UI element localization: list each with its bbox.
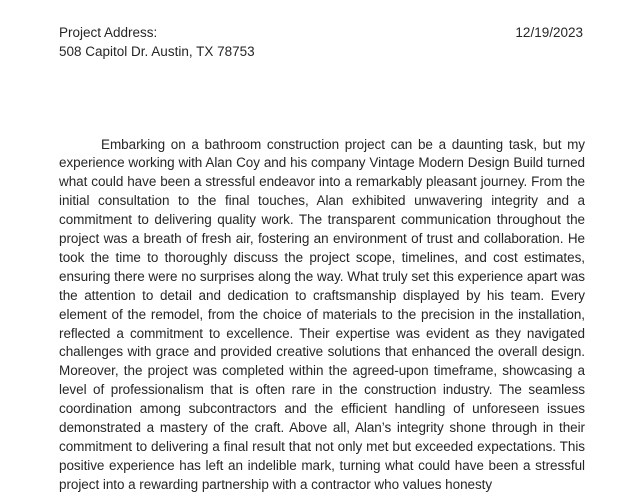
document-date: 12/19/2023 bbox=[515, 25, 583, 40]
address-label: Project Address: bbox=[59, 25, 158, 40]
testimonial-paragraph: Embarking on a bathroom construction project can be a daunting task, but my experience working with Alan Coy and his company Vintage Modern Design Build turned what could have been a stressful endeavor into a remarkably pleasant journey. From the initial consultation to the final touches, Alan exhibited unwavering integrity and a commitment to delivering quality work. The transparent communication throughout the project was a breath of fresh air, fostering an environment of trust and collaboration. He took the time to thoroughly discuss the project scope, timelines, and cost estimates, ensuring there were no surprises along the way. What truly set this experience apart was the attention to detail and dedication to craftsmanship displayed by his team. Every element of the remodel, from the choice of materials to the precision in the installation, reflected a commitment to excellence. Their expertise was evident as they navigated challenges with grace and provided creative solutions that enhanced the overall design. Moreover, the project was completed within the agreed-upon timeframe, showcasing a level of professionalism that is often rare in the construction industry. The seamless coordination among subcontractors and the efficient handling of unforeseen issues demonstrated a mastery of the craft. Above all, Alan’s integrity shone through in their commitment to delivering a final result that not only met but exceeded expectations. This positive experience has left an indelible mark, turning what could have been a stressful project into a rewarding partnership with a contractor who values honesty bbox=[59, 136, 585, 492]
address-value: 508 Capitol Dr. Austin, TX 78753 bbox=[59, 43, 255, 59]
project-address-block bbox=[59, 24, 255, 61]
